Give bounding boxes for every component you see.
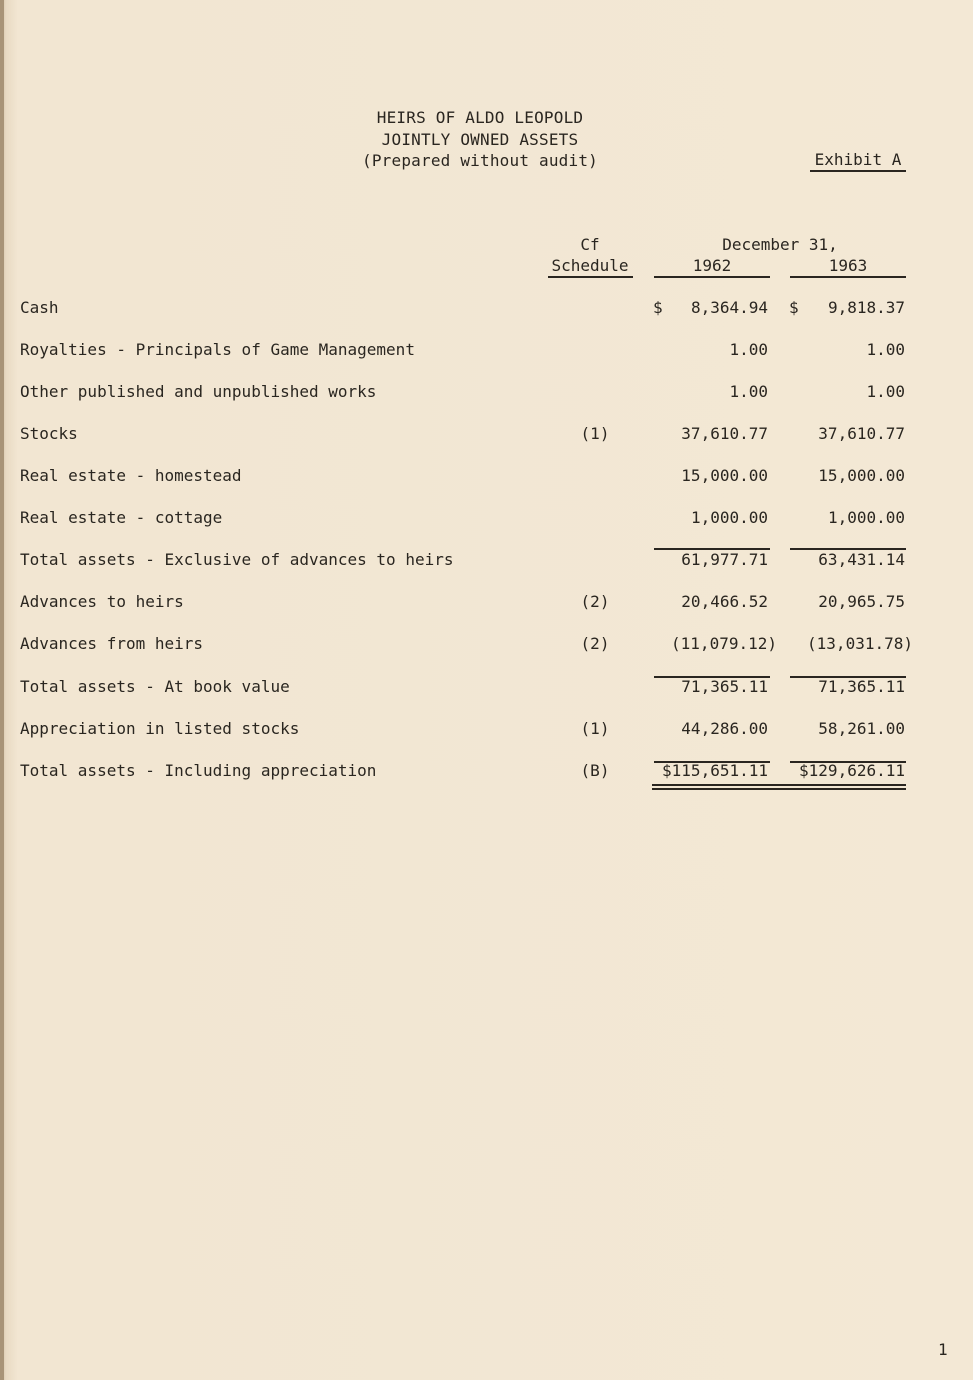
table-row xyxy=(0,761,973,785)
row-label: Real estate - cottage xyxy=(20,508,223,527)
year-1962-rule xyxy=(654,276,770,278)
row-label: Real estate - homestead xyxy=(20,466,242,485)
row-label: Total assets - Including appreciation xyxy=(20,761,377,780)
row-label: Total assets - Exclusive of advances to heirs xyxy=(20,550,454,569)
row-label: Advances to heirs xyxy=(20,592,184,611)
value-1962: 20,466.52 xyxy=(681,592,768,611)
value-1962: 71,365.11 xyxy=(681,677,768,696)
schedule-ref: (1) xyxy=(580,424,610,443)
double-rule-top xyxy=(652,784,906,786)
value-1963: 9,818.37 xyxy=(827,298,905,317)
table-row xyxy=(0,592,973,616)
table-row xyxy=(0,382,973,406)
double-rule-bottom xyxy=(652,788,906,790)
table-row xyxy=(0,340,973,364)
value-1962: 61,977.71 xyxy=(681,550,768,569)
value-1963: 37,610.77 xyxy=(818,424,905,443)
value-1962: 1.00 xyxy=(729,340,768,359)
value-1962: 1.00 xyxy=(729,382,768,401)
schedule-header-rule xyxy=(548,276,633,278)
value-1962: 15,000.00 xyxy=(681,466,768,485)
exhibit-label: Exhibit A xyxy=(810,150,906,172)
value-1963: 1,000.00 xyxy=(827,508,905,527)
row-label: Appreciation in listed stocks xyxy=(20,719,300,738)
value-1963: 20,965.75 xyxy=(818,592,905,611)
row-label: Advances from heirs xyxy=(20,634,204,653)
table-row xyxy=(0,550,973,574)
schedule-ref: (2) xyxy=(580,634,610,653)
row-label: Cash xyxy=(20,298,59,317)
table-row xyxy=(0,424,973,448)
page-number: 1 xyxy=(938,1340,948,1359)
value-1962: (11,079.12) xyxy=(671,634,777,653)
value-1963: (13,031.78) xyxy=(807,634,913,653)
table-row xyxy=(0,466,973,490)
value-1962: 37,610.77 xyxy=(681,424,768,443)
table-row xyxy=(0,298,973,322)
year-1963-rule xyxy=(790,276,906,278)
schedule-ref: (B) xyxy=(580,761,610,780)
value-1963: 1.00 xyxy=(866,340,905,359)
value-1963: 63,431.14 xyxy=(818,550,905,569)
value-1962: 1,000.00 xyxy=(690,508,768,527)
value-1963: 1.00 xyxy=(866,382,905,401)
table-row xyxy=(0,508,973,532)
row-label: Total assets - At book value xyxy=(20,677,290,696)
value-1963: 71,365.11 xyxy=(818,677,905,696)
row-label: Other published and unpublished works xyxy=(20,382,377,401)
value-1963: 58,261.00 xyxy=(818,719,905,738)
document-note: (Prepared without audit) xyxy=(362,151,598,170)
value-1963: 15,000.00 xyxy=(818,466,905,485)
currency-symbol: $ xyxy=(789,298,799,317)
year-1963-header: 1963 xyxy=(828,256,868,275)
document-subtitle: JOINTLY OWNED ASSETS xyxy=(381,130,579,149)
table-row xyxy=(0,719,973,743)
value-1962: 8,364.94 xyxy=(690,298,768,317)
value-1962: 44,286.00 xyxy=(681,719,768,738)
currency-symbol: $ xyxy=(653,298,663,317)
row-label: Royalties - Principals of Game Management xyxy=(20,340,415,359)
table-row xyxy=(0,677,973,701)
value-1963: $129,626.11 xyxy=(799,761,905,780)
schedule-header-top: Cf xyxy=(580,235,600,254)
document-title: HEIRS OF ALDO LEOPOLD xyxy=(376,108,584,127)
year-1962-header: 1962 xyxy=(692,256,732,275)
schedule-ref: (2) xyxy=(580,592,610,611)
value-1962: $115,651.11 xyxy=(662,761,768,780)
row-label: Stocks xyxy=(20,424,78,443)
date-header: December 31, xyxy=(722,235,838,254)
schedule-header-bottom: Schedule xyxy=(551,256,629,275)
schedule-ref: (1) xyxy=(580,719,610,738)
table-row xyxy=(0,634,973,658)
